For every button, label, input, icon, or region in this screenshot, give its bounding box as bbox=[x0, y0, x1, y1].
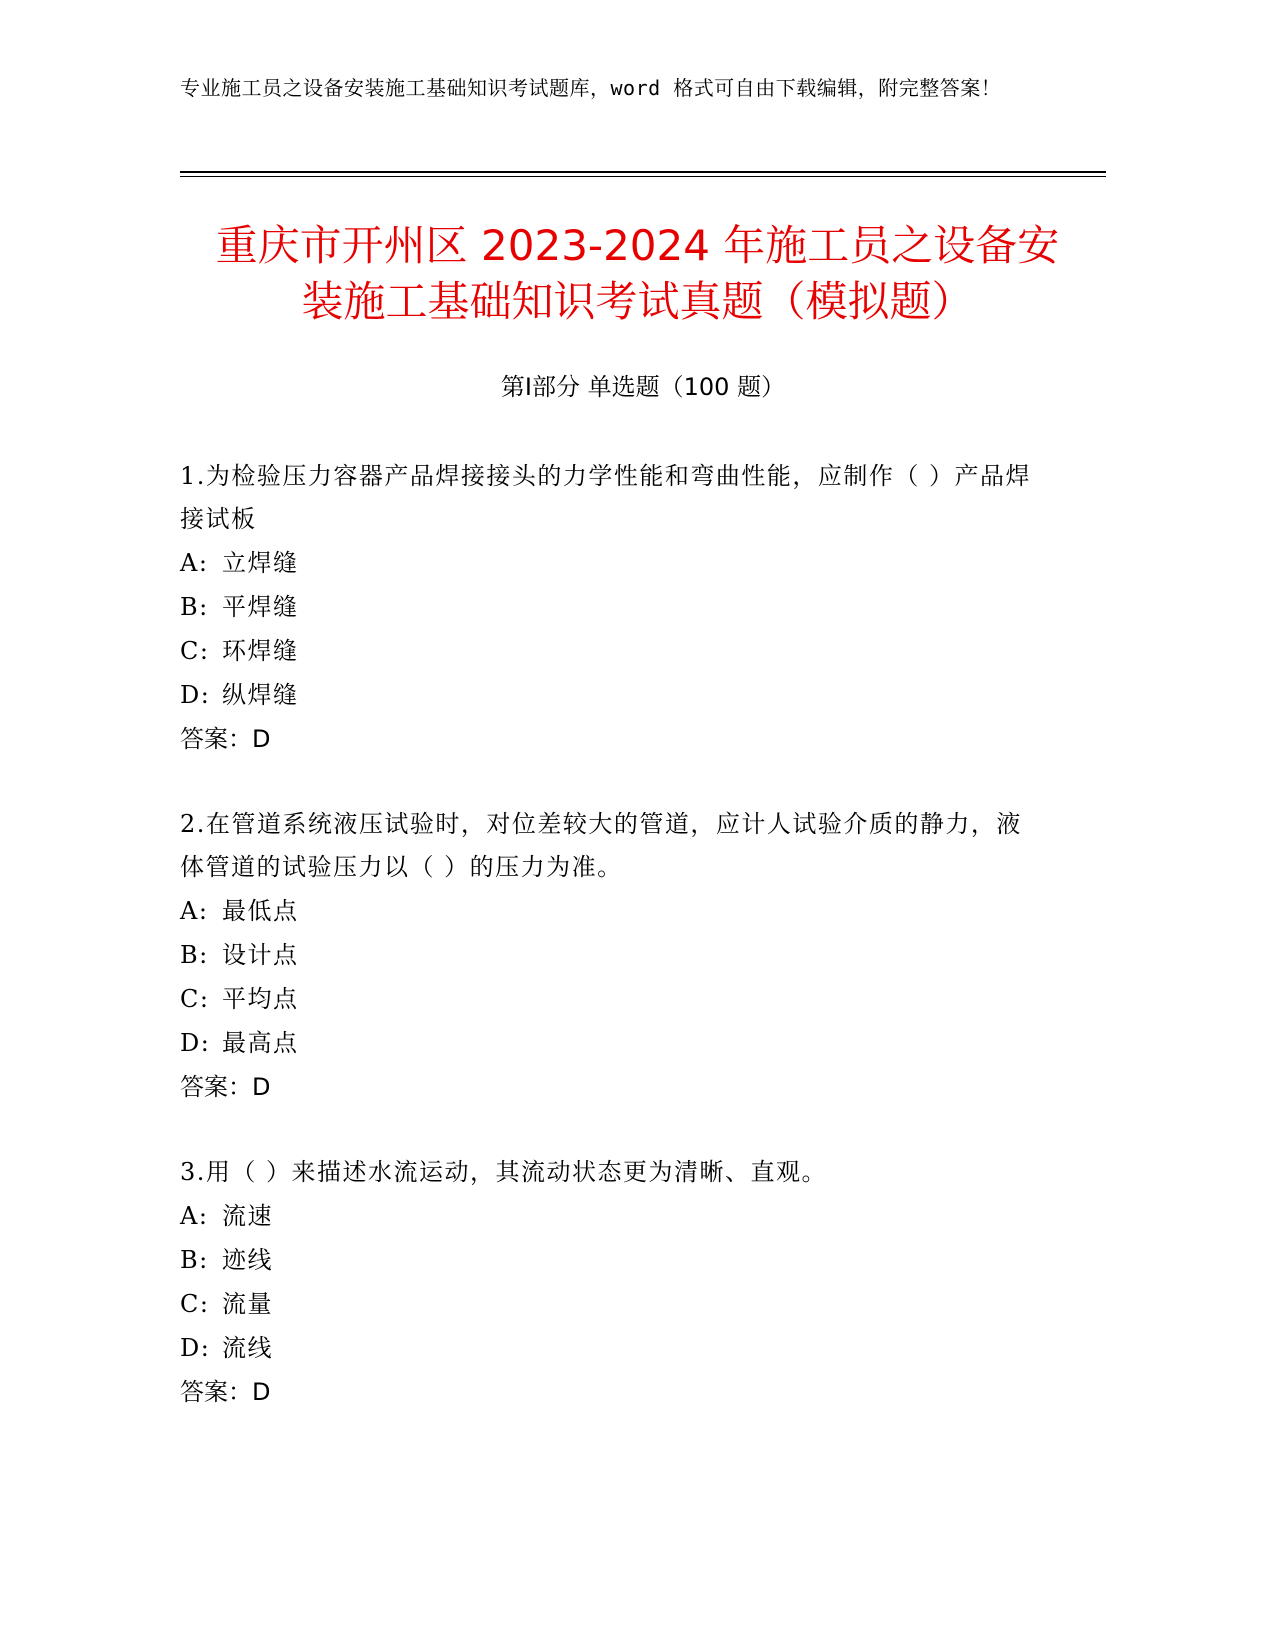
option-text: 平均点 bbox=[222, 985, 299, 1013]
option-a bbox=[180, 1194, 1040, 1238]
question-3 bbox=[180, 1151, 1040, 1414]
section-heading: 第Ⅰ部分 单选题（100 题） bbox=[500, 373, 786, 401]
option-b bbox=[180, 933, 1040, 977]
option-text: 流量 bbox=[222, 1290, 273, 1318]
answer-line: 答案：D bbox=[180, 1073, 271, 1101]
option-c bbox=[180, 1282, 1040, 1326]
document-title-line-1: 重庆市开州区 2023-2024 年施工员之设备安 bbox=[215, 221, 1060, 270]
option-letter: A: bbox=[180, 549, 209, 577]
answer-line: 答案：D bbox=[180, 1378, 271, 1406]
option-text: 最高点 bbox=[222, 1029, 299, 1057]
option-letter: D: bbox=[180, 1334, 211, 1362]
option-letter: D: bbox=[180, 1029, 211, 1057]
option-d bbox=[180, 1021, 1040, 1065]
question-stem: 1.为检验压力容器产品焊接接头的力学性能和弯曲性能，应制作（ ）产品焊接试板 bbox=[180, 462, 1032, 533]
option-letter: C: bbox=[180, 1290, 210, 1318]
option-letter: C: bbox=[180, 985, 210, 1013]
option-b bbox=[180, 585, 1040, 629]
option-letter: C: bbox=[180, 637, 210, 665]
option-letter: B: bbox=[180, 1246, 209, 1274]
header-divider-thin bbox=[180, 176, 1106, 177]
option-letter: B: bbox=[180, 941, 209, 969]
option-text: 设计点 bbox=[222, 941, 299, 969]
document-title bbox=[140, 218, 1135, 330]
option-d bbox=[180, 673, 1040, 717]
option-letter: B: bbox=[180, 593, 209, 621]
question-stem: 2.在管道系统液压试验时，对位差较大的管道，应计人试验介质的静力，液体管道的试验压力以（ ）的压力为准。 bbox=[180, 810, 1022, 881]
document-title-line-2: 装施工基础知识考试真题（模拟题） bbox=[301, 277, 974, 326]
option-text: 流线 bbox=[222, 1334, 273, 1362]
answer-line: 答案：D bbox=[180, 725, 271, 753]
option-text: 流速 bbox=[222, 1202, 273, 1230]
question-1 bbox=[180, 455, 1040, 761]
option-letter: D: bbox=[180, 681, 211, 709]
option-a bbox=[180, 541, 1040, 585]
option-text: 迹线 bbox=[222, 1246, 273, 1274]
option-a bbox=[180, 889, 1040, 933]
question-stem: 3.用（ ）来描述水流运动，其流动状态更为清晰、直观。 bbox=[180, 1158, 828, 1186]
option-text: 环焊缝 bbox=[222, 637, 299, 665]
option-letter: A: bbox=[180, 897, 209, 925]
option-d bbox=[180, 1326, 1040, 1370]
option-b bbox=[180, 1238, 1040, 1282]
question-2 bbox=[180, 803, 1040, 1109]
option-text: 立焊缝 bbox=[222, 549, 299, 577]
option-text: 平焊缝 bbox=[222, 593, 299, 621]
option-c bbox=[180, 629, 1040, 673]
header-divider-thick bbox=[180, 171, 1106, 173]
option-c bbox=[180, 977, 1040, 1021]
option-text: 最低点 bbox=[222, 897, 299, 925]
option-letter: A: bbox=[180, 1202, 209, 1230]
option-text: 纵焊缝 bbox=[222, 681, 299, 709]
header-note: 专业施工员之设备安装施工基础知识考试题库，word 格式可自由下载编辑，附完整答案！ bbox=[180, 76, 1002, 100]
